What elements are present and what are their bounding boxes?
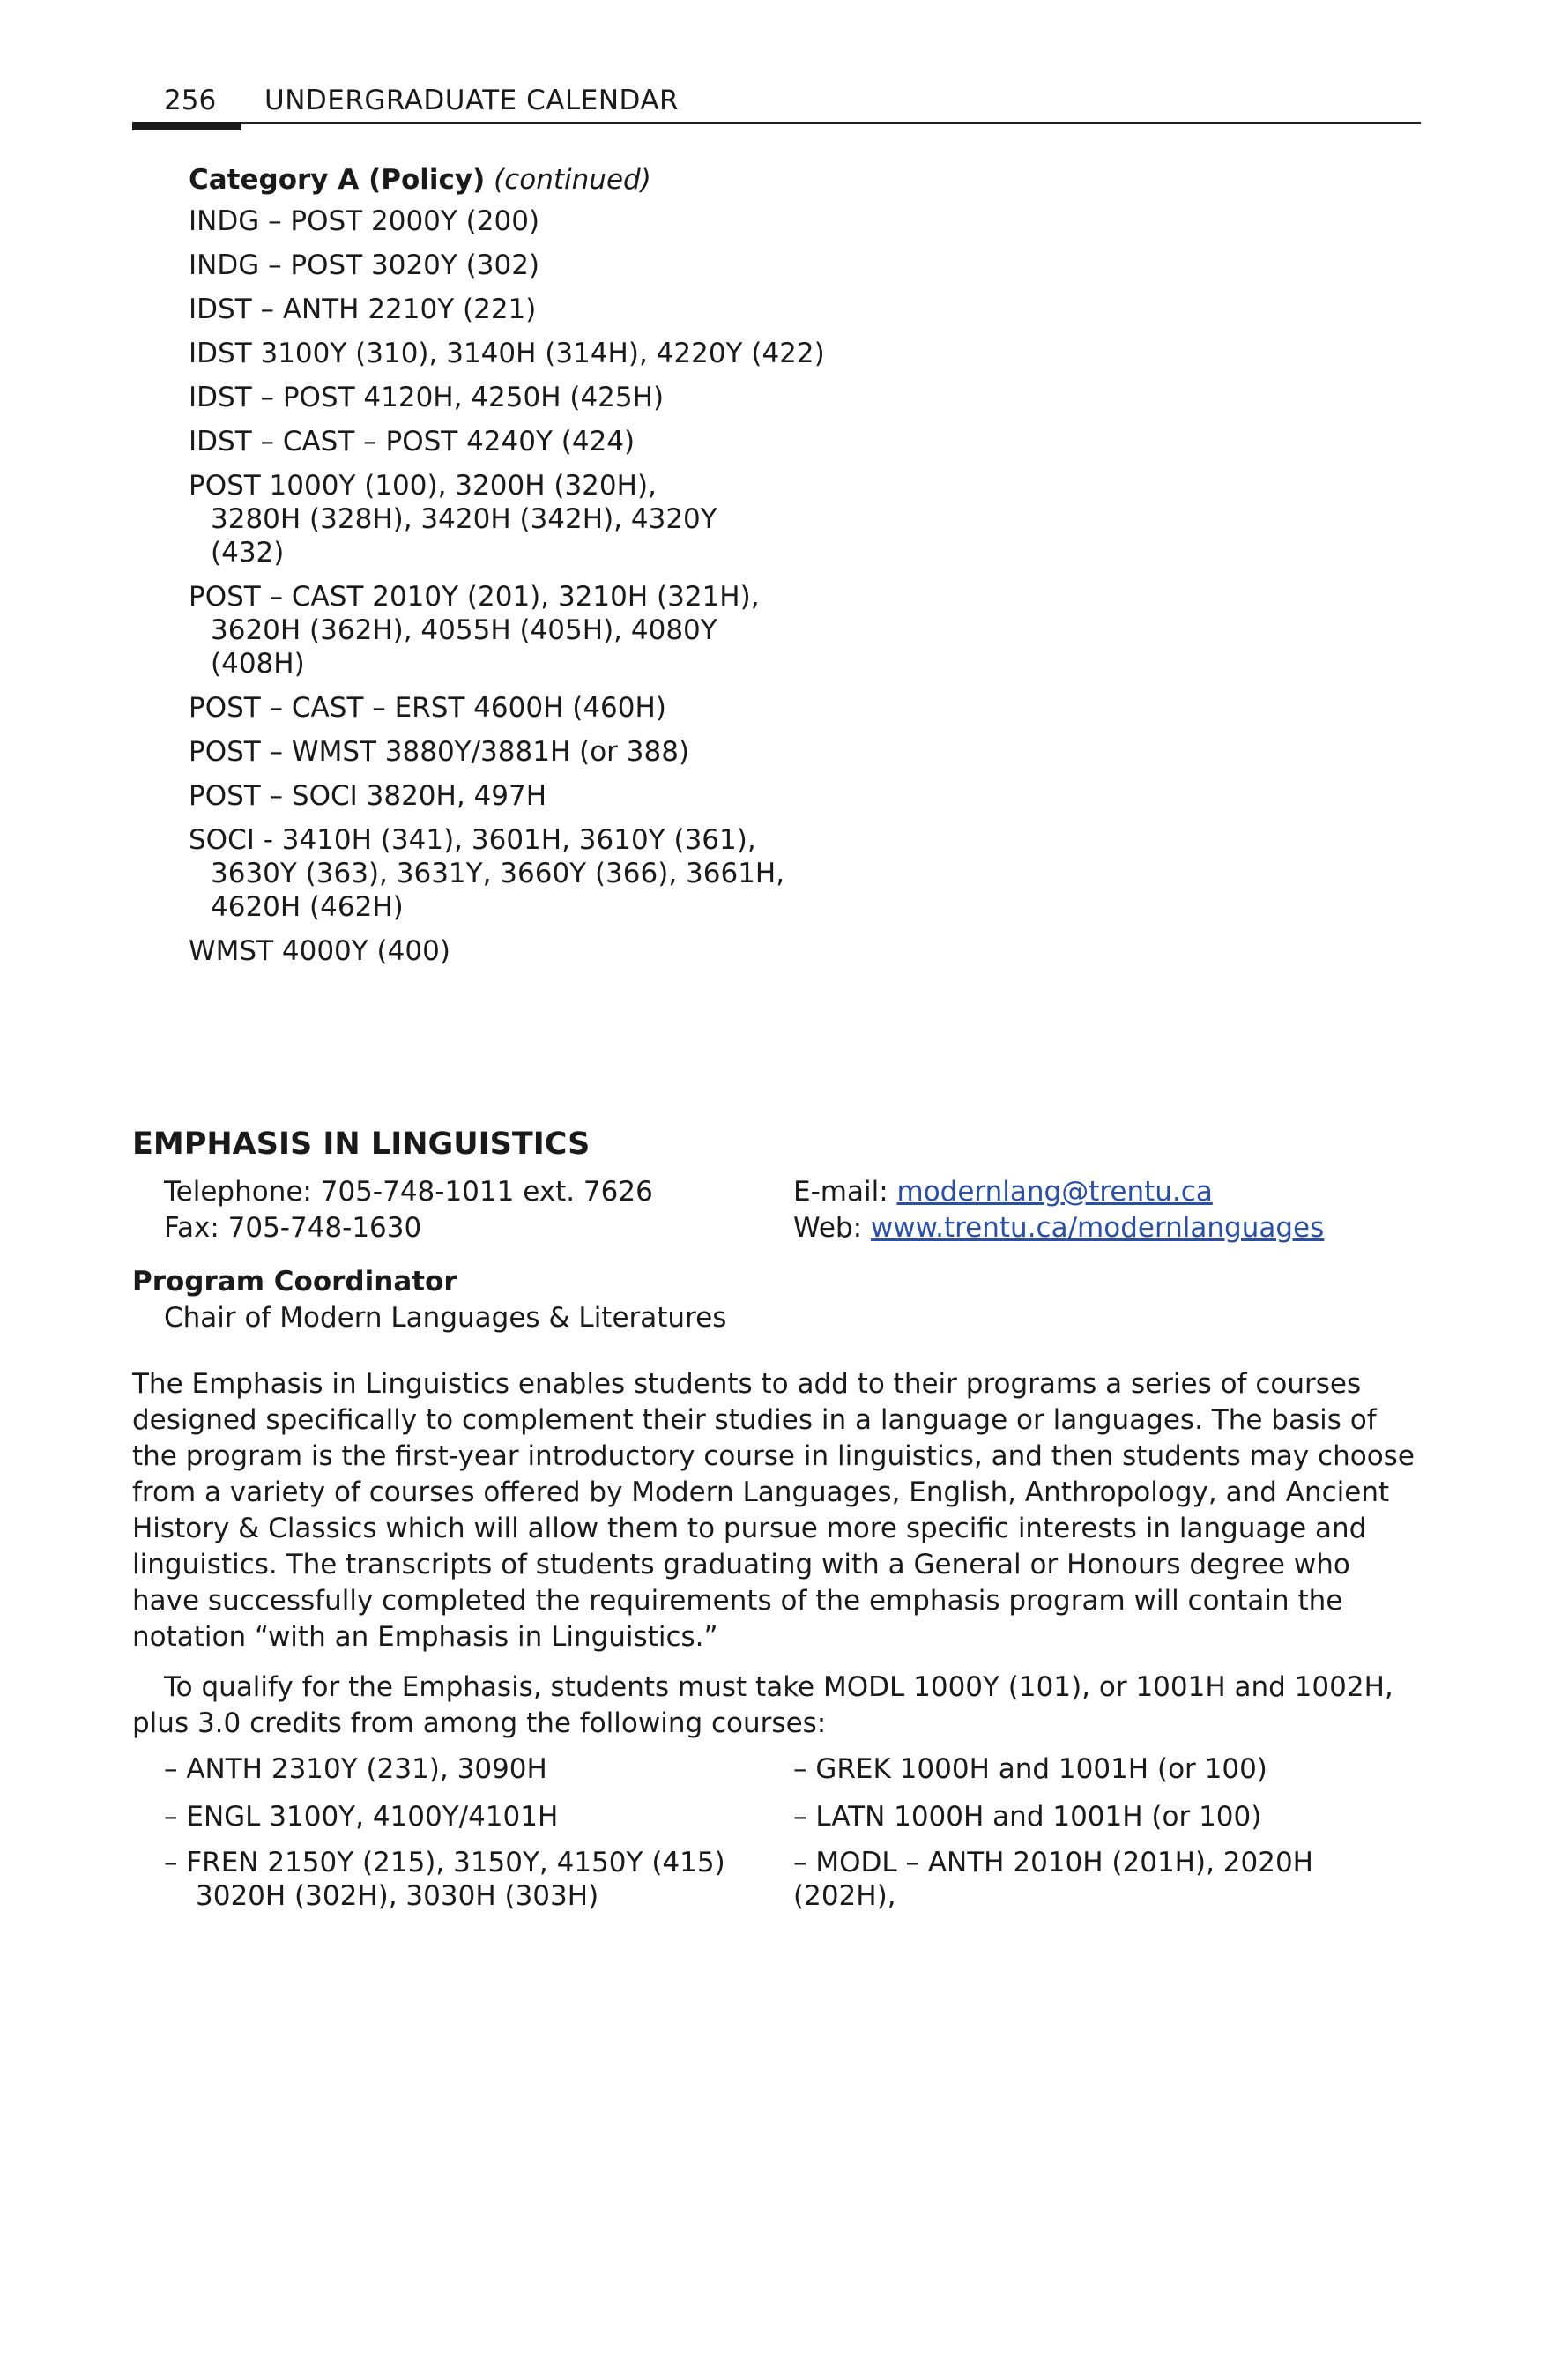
requirement-item: – LATN 1000H and 1001H (or 100) (793, 1801, 1262, 1833)
category-a-course-list (189, 205, 982, 968)
course-item: IDST 3100Y (310), 3140H (314H), 4220Y (422) (189, 338, 825, 369)
course-item: WMST 4000Y (400) (189, 935, 450, 967)
contact-phone-fax (164, 1174, 653, 1246)
course-item: INDG – POST 2000Y (200) (189, 205, 540, 237)
header-rule (132, 122, 1421, 124)
requirements-paragraph: To qualify for the Emphasis, students must take MODL 1000Y (101), or 1001H and 1002H, plus 3.0 credits from among the following courses: (132, 1671, 1393, 1739)
coordinator-name: Chair of Modern Languages & Literatures (164, 1302, 727, 1334)
course-item: INDG – POST 3020Y (302) (189, 249, 540, 281)
header-rule-accent (132, 122, 241, 130)
requirement-item: – ANTH 2310Y (231), 3090H (164, 1753, 547, 1785)
course-item: IDST – ANTH 2210Y (221) (189, 294, 537, 325)
description-paragraph: The Emphasis in Linguistics enables students to add to their programs a series of courses designed specifically to complement their studies in a language or languages. The basis of the program is the first-year introductory course in linguistics, and then students may choose from a variety of courses offered by Modern Languages, English, Anthropology, and Ancient History & Classics which will allow them to pursue more specific interests in language and linguistics. The transcripts of students graduating with a General or Honours degree who have successfully completed the requirements of the emphasis program will contain the notation “with an Emphasis in Linguistics.” (132, 1368, 1415, 1653)
requirement-continuation: 3020H (302H), 3030H (303H) (196, 1880, 599, 1912)
requirement-item: – MODL – ANTH 2010H (201H), 2020H (202H), (793, 1847, 1313, 1912)
course-item: IDST – POST 4120H, 4250H (425H) (189, 382, 665, 413)
web-link[interactable]: www.trentu.ca/modernlanguages (870, 1212, 1325, 1244)
requirement-text: – FREN 2150Y (215), 3150Y, 4150Y (415) (164, 1847, 725, 1878)
contact-online (793, 1174, 1324, 1246)
course-item: POST – CAST – ERST 4600H (460H) (189, 692, 666, 724)
coordinator-title: Program Coordinator (132, 1266, 457, 1298)
category-a-title-main: Category A (Policy) (189, 164, 486, 196)
contact-block (132, 1174, 1421, 1252)
email-link[interactable]: modernlang@trentu.ca (896, 1176, 1213, 1208)
category-a-section (189, 159, 982, 978)
category-a-title (189, 159, 982, 201)
linguistics-section (132, 1119, 1421, 1964)
section-heading: EMPHASIS IN LINGUISTICS (132, 1127, 591, 1162)
requirement-item: – GREK 1000H and 1001H (or 100) (793, 1753, 1267, 1785)
requirement-item (164, 1846, 725, 1913)
page-header (132, 81, 1421, 136)
email-label: E-mail: (793, 1176, 897, 1208)
telephone: Telephone: 705-748-1011 ext. 7626 (164, 1176, 653, 1208)
email-line (793, 1174, 1324, 1210)
course-item: POST – WMST 3880Y/3881H (or 388) (189, 736, 690, 768)
category-a-title-suffix: (continued) (494, 164, 651, 196)
course-item: POST 1000Y (100), 3200H (320H), 3280H (328H), 3420H (342H), 4320Y (432) (189, 470, 717, 569)
fax: Fax: 705-748-1630 (164, 1212, 422, 1244)
coordinator-block (132, 1264, 1421, 1336)
web-label: Web: (793, 1212, 871, 1244)
web-line (793, 1210, 1324, 1246)
course-item: IDST – CAST – POST 4240Y (424) (189, 426, 635, 457)
page-number: 256 (164, 85, 217, 116)
course-item: POST – SOCI 3820H, 497H (189, 780, 547, 812)
course-item: SOCI - 3410H (341), 3601H, 3610Y (361), 3630Y (363), 3631Y, 3660Y (366), 3661H, 4620H (462H) (189, 824, 785, 923)
requirement-item: – ENGL 3100Y, 4100Y/4101H (164, 1801, 559, 1833)
course-item: POST – CAST 2010Y (201), 3210H (321H), 3620H (362H), 4055H (405H), 4080Y (408H) (189, 581, 760, 680)
running-title: UNDERGRADUATE CALENDAR (264, 85, 680, 116)
requirements-list (132, 1752, 1421, 1964)
